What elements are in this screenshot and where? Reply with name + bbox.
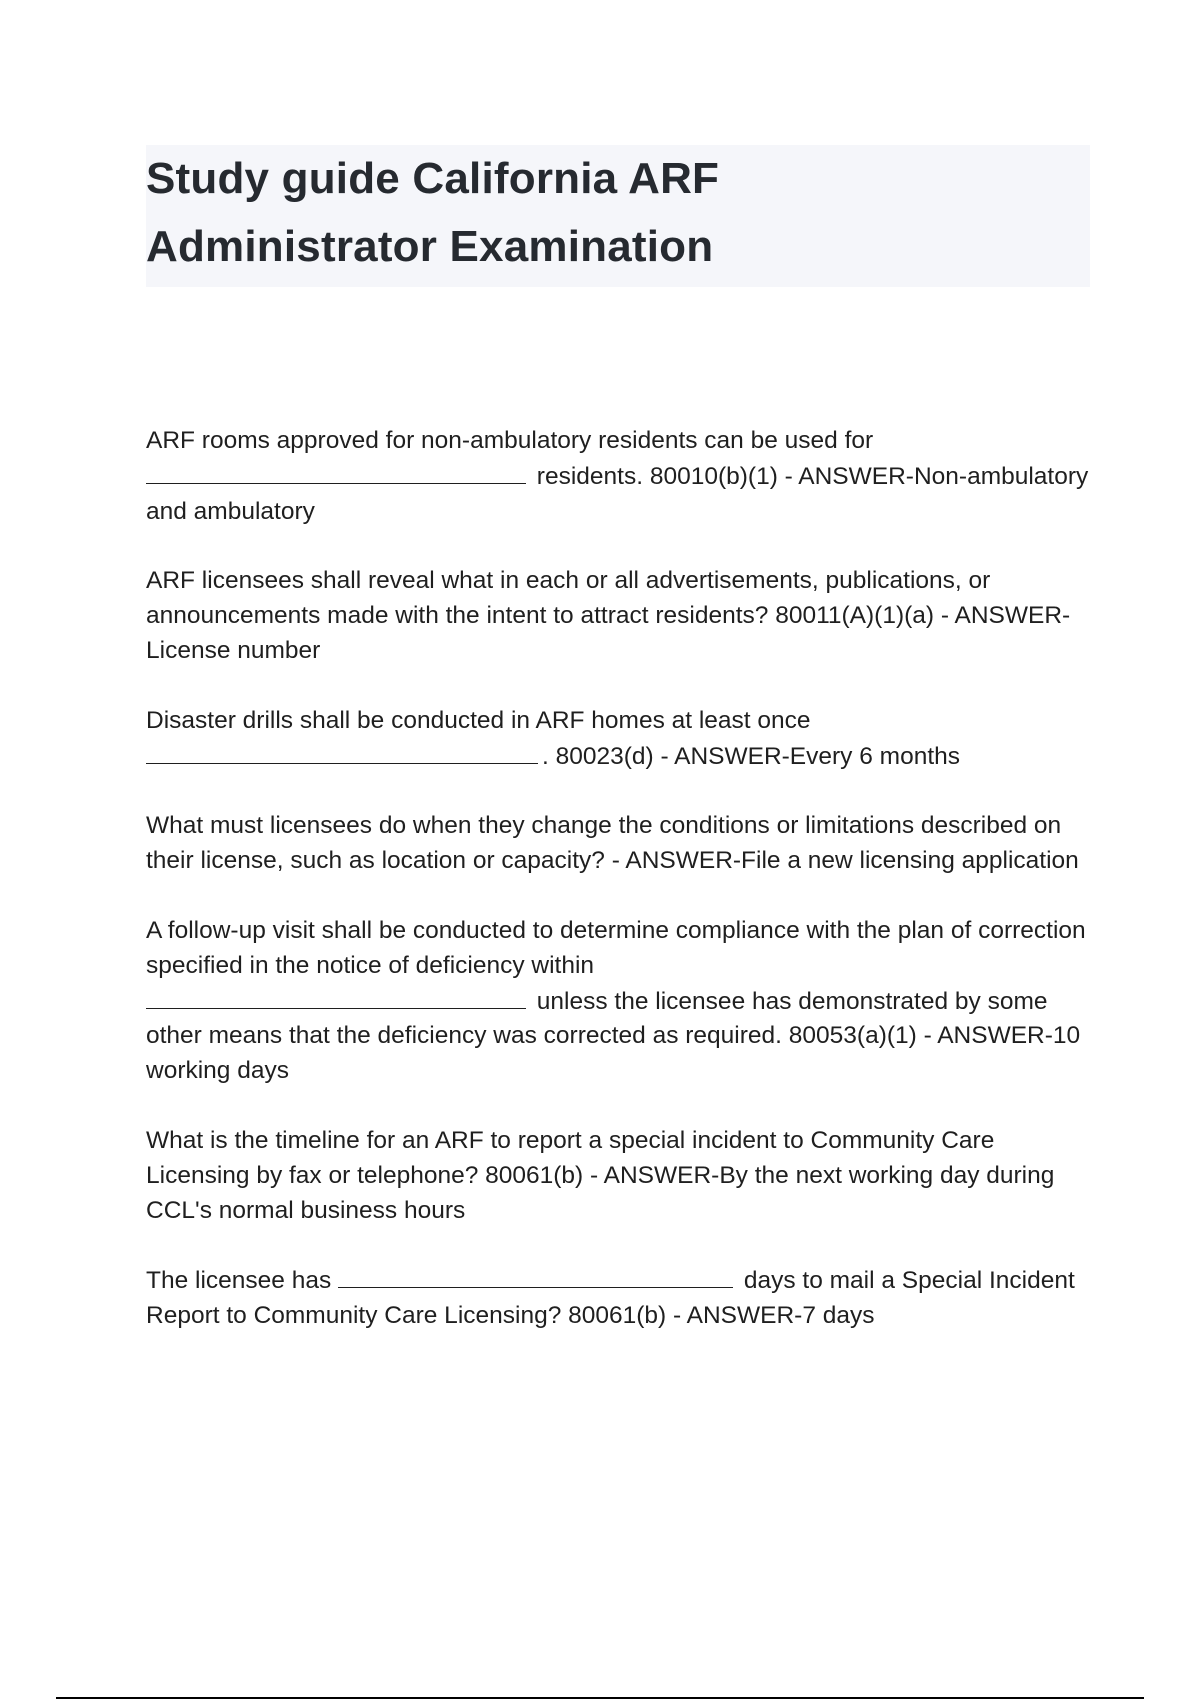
qa-item-3-pre: Disaster drills shall be conducted in ARF homes at least once <box>146 706 811 734</box>
qa-item-3 <box>146 704 1096 775</box>
fill-in-blank <box>338 1263 733 1288</box>
qa-item-2-text: ARF licensees shall reveal what in each or all advertisements, publications, or announcements made with the intent to attract residents? 80011(A)(1)(a) - ANSWER-License number <box>146 567 1071 664</box>
qa-item-5-pre: A follow-up visit shall be conducted to determine compliance with the plan of correction specified in the notice of deficiency within <box>146 916 1086 979</box>
question-answer-list <box>146 424 1096 1369</box>
qa-item-4-text: What must licensees do when they change the conditions or limitations described on their license, such as location or capacity? - ANSWER-File a new licensing application <box>146 812 1079 875</box>
document-title-line-2: Administrator Examination <box>146 222 714 271</box>
qa-item-5 <box>146 914 1096 1089</box>
qa-item-2 <box>146 564 1096 668</box>
page-bottom-rule <box>56 1697 1144 1699</box>
qa-item-7-pre: The licensee has <box>146 1267 339 1295</box>
document-title-line-1: Study guide California ARF <box>146 154 720 203</box>
fill-in-blank <box>146 459 526 484</box>
qa-item-6-text: What is the timeline for an ARF to report a special incident to Community Care Licensing by fax or telephone? 80061(b) - ANSWER-By the next working day during CCL's normal business hours <box>146 1126 1055 1224</box>
fill-in-blank <box>146 984 526 1009</box>
qa-item-7-post: days to mail a Special Incident Report to Community Care Licensing? 80061(b) - ANSWER-7 days <box>146 1267 1075 1330</box>
qa-item-1 <box>146 424 1096 529</box>
qa-item-3-post: . 80023(d) - ANSWER-Every 6 months <box>542 742 961 770</box>
title-block <box>146 145 1090 287</box>
qa-item-1-post: residents. 80010(b)(1) - ANSWER-Non-ambulatory and ambulatory <box>146 462 1089 525</box>
qa-item-7 <box>146 1263 1096 1334</box>
qa-item-1-pre: ARF rooms approved for non-ambulatory residents can be used for <box>146 427 874 454</box>
qa-item-5-post: unless the licensee has demonstrated by some other means that the deficiency was corrected as required. 80053(a)(1) - ANSWER-10 working days <box>146 987 1081 1085</box>
qa-item-4 <box>146 809 1096 879</box>
fill-in-blank <box>146 739 538 764</box>
qa-item-6 <box>146 1124 1096 1228</box>
